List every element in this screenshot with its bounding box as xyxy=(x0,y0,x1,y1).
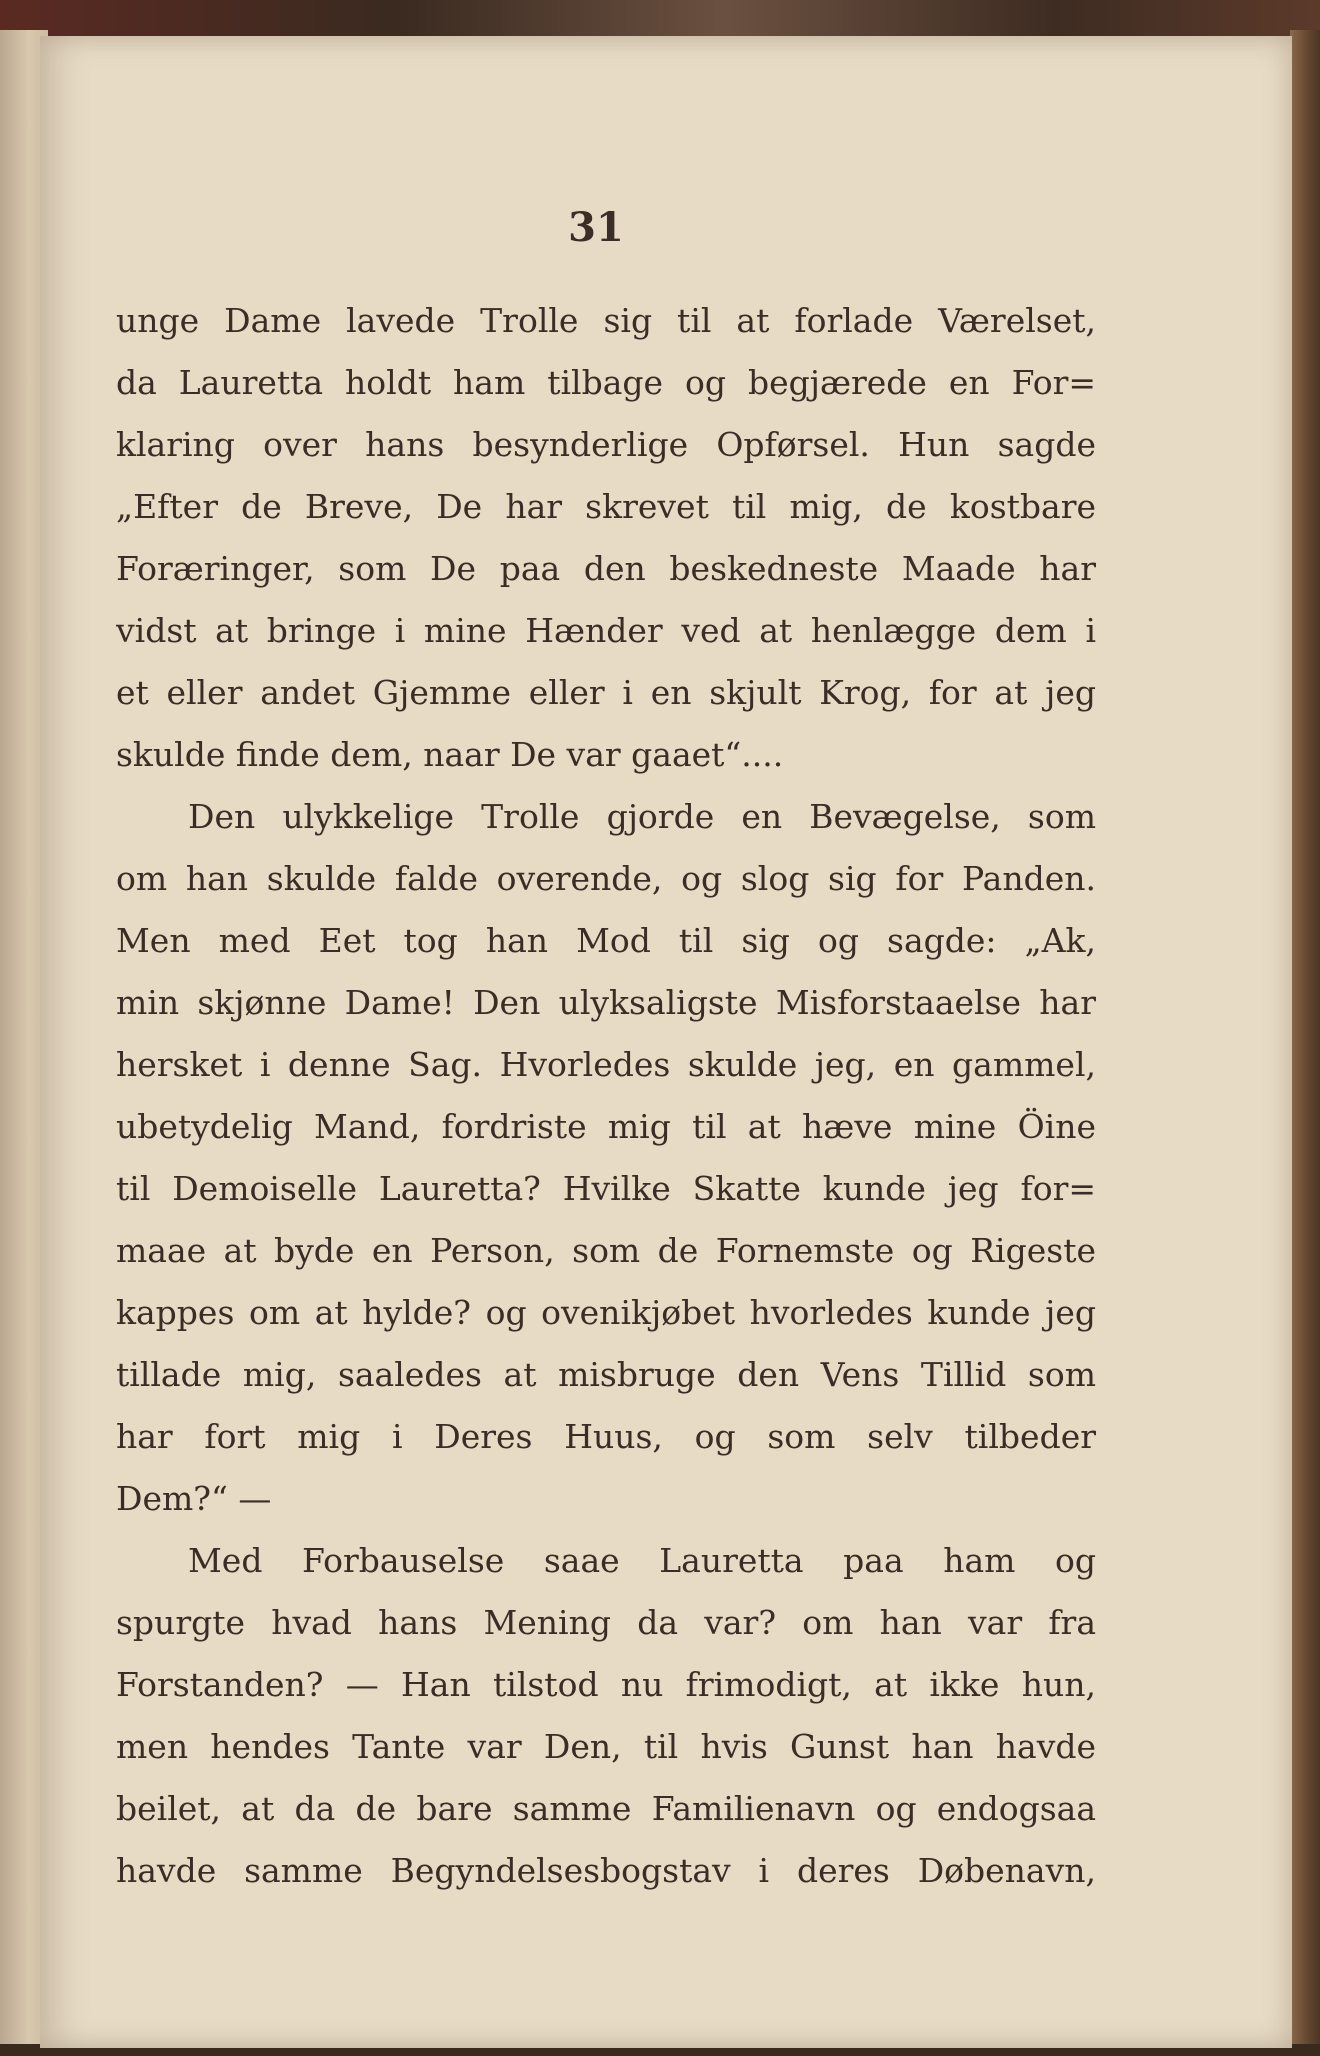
book-page xyxy=(40,36,1292,2048)
text-line: har fort mig i Deres Huus, og som selv tilbeder xyxy=(116,1417,1096,1456)
text-line: men hendes Tante var Den, til hvis Gunst han havde xyxy=(116,1727,1096,1766)
paragraph-start-line: Med Forbauselse saae Lauretta paa ham og xyxy=(188,1541,1096,1580)
text-line: klaring over hans besynderlige Opførsel. Hun sagde xyxy=(116,425,1096,464)
text-line: Foræringer, som De paa den beskedneste Maade har xyxy=(116,549,1096,588)
text-line: maae at byde en Person, som de Fornemste og Rigeste xyxy=(116,1231,1096,1270)
text-line: „Efter de Breve, De har skrevet til mig, de kostbare xyxy=(116,487,1096,526)
text-line: ubetydelig Mand, fordriste mig til at hæve mine Öine xyxy=(116,1107,1096,1146)
text-line: havde samme Begyndelsesbogstav i deres Døbenavn, xyxy=(116,1851,1096,1890)
body-text xyxy=(116,290,1096,1902)
text-line: hersket i denne Sag. Hvorledes skulde jeg, en gammel, xyxy=(116,1045,1096,1084)
text-line: da Lauretta holdt ham tilbage og begjærede en For= xyxy=(116,363,1096,402)
text-line: Men med Eet tog han Mod til sig og sagde: „Ak, xyxy=(116,921,1096,960)
text-line: Dem?“ — xyxy=(116,1479,272,1518)
text-line: kappes om at hylde? og ovenikjøbet hvorledes kunde jeg xyxy=(116,1293,1096,1332)
text-line: et eller andet Gjemme eller i en skjult Krog, for at jeg xyxy=(116,673,1096,712)
paragraph-start-line: Den ulykkelige Trolle gjorde en Bevægelse, som xyxy=(188,797,1096,836)
text-line: om han skulde falde overende, og slog sig for Panden. xyxy=(116,859,1096,898)
text-line: skulde finde dem, naar De var gaaet“.... xyxy=(116,735,784,774)
text-line: unge Dame lavede Trolle sig til at forlade Værelset, xyxy=(116,301,1096,340)
page-number: 31 xyxy=(568,204,624,251)
text-line: beilet, at da de bare samme Familienavn og endogsaa xyxy=(116,1789,1096,1828)
text-line: til Demoiselle Lauretta? Hvilke Skatte kunde jeg for= xyxy=(116,1169,1096,1208)
book-right-edge xyxy=(1290,30,1320,2056)
text-line: min skjønne Dame! Den ulyksaligste Misforstaaelse har xyxy=(116,983,1096,1022)
text-line: Forstanden? — Han tilstod nu frimodigt, at ikke hun, xyxy=(116,1665,1096,1704)
text-line: vidst at bringe i mine Hænder ved at henlægge dem i xyxy=(116,611,1096,650)
text-line: spurgte hvad hans Mening da var? om han var fra xyxy=(116,1603,1096,1642)
text-line: tillade mig, saaledes at misbruge den Vens Tillid som xyxy=(116,1355,1096,1394)
